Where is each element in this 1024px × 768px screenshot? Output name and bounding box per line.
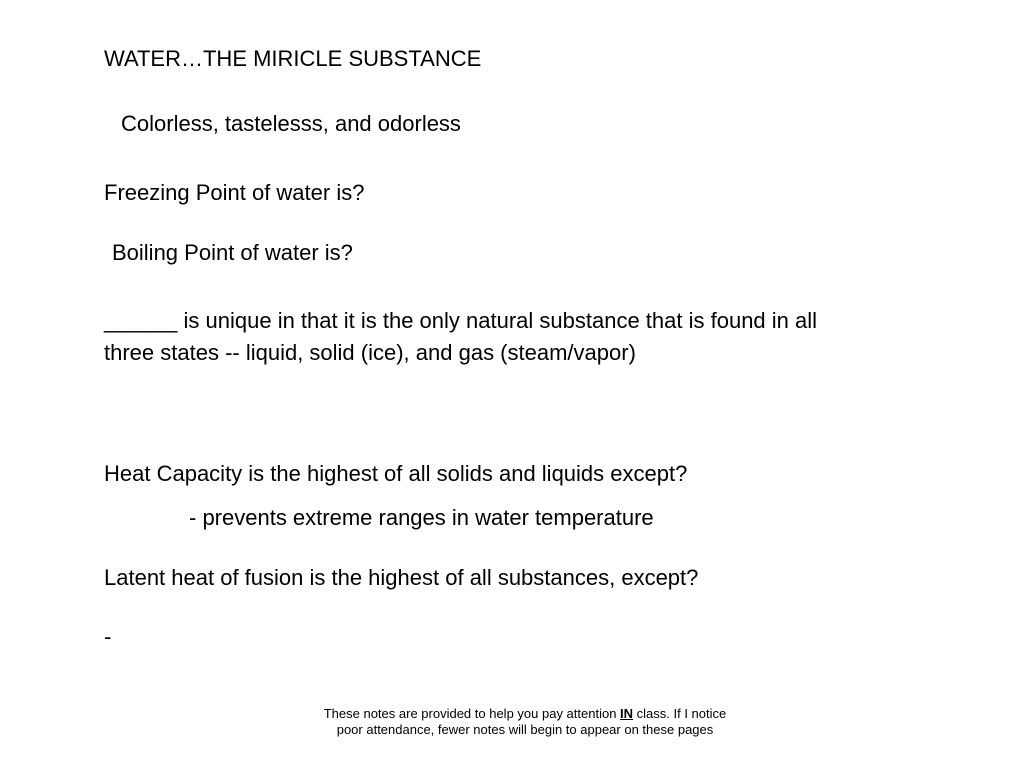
property-colorless-text: Colorless, tastelesss, and odorless [121, 111, 461, 136]
slide-title: WATER…THE MIRICLE SUBSTANCE [104, 46, 482, 71]
footer-text-before: These notes are provided to help you pay attention [323, 706, 621, 721]
freezing-point-question: Freezing Point of water is? [104, 180, 365, 205]
footer-note-line-2: poor attendance, fewer notes will begin to appear on these pages [336, 722, 714, 737]
footer-text-after: class. If I notice [633, 706, 727, 721]
footer-emphasis-in: IN [620, 706, 634, 721]
unique-states-text-line-1: ______ is unique in that it is the only natural substance that is found in all [104, 308, 818, 333]
unique-states-text-line-2: three states -- liquid, solid (ice), and gas (steam/vapor) [104, 340, 636, 365]
heat-capacity-note: - prevents extreme ranges in water temperature [189, 505, 654, 530]
boiling-point-question: Boiling Point of water is? [112, 240, 353, 265]
footer-note-line-1 [290, 706, 760, 722]
heat-capacity-question: Heat Capacity is the highest of all solids and liquids except? [104, 461, 688, 486]
answer-dash: - [104, 624, 112, 649]
latent-heat-question: Latent heat of fusion is the highest of all substances, except? [104, 565, 699, 590]
